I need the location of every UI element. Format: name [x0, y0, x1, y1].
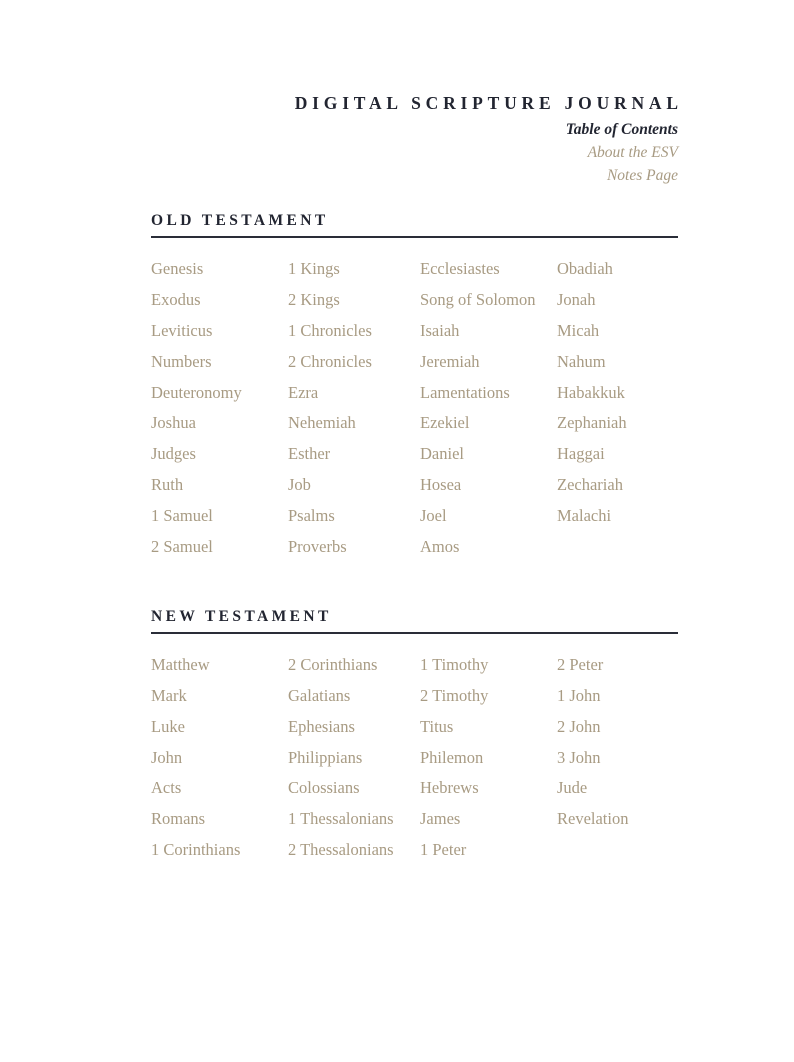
book-link-lamentations[interactable]: Lamentations [420, 382, 510, 402]
book-grid-new-testament [151, 650, 678, 866]
book-column [557, 650, 678, 866]
book-link-philemon[interactable]: Philemon [420, 747, 484, 767]
book-link-ezra[interactable]: Ezra [288, 382, 319, 402]
section-heading-old-testament: OLD TESTAMENT [151, 211, 678, 238]
book-column [288, 254, 420, 563]
book-link-judges[interactable]: Judges [151, 444, 196, 464]
book-link-jeremiah[interactable]: Jeremiah [420, 351, 480, 371]
book-link-proverbs[interactable]: Proverbs [288, 537, 347, 557]
book-link-song-of-solomon[interactable]: Song of Solomon [420, 289, 536, 309]
section-old-testament [151, 211, 678, 563]
book-link-zephaniah[interactable]: Zephaniah [557, 413, 627, 433]
book-link-galatians[interactable]: Galatians [288, 685, 351, 705]
book-link-1-samuel[interactable]: 1 Samuel [151, 506, 213, 526]
book-column [288, 650, 420, 866]
book-link-psalms[interactable]: Psalms [288, 506, 335, 526]
book-link-deuteronomy[interactable]: Deuteronomy [151, 382, 242, 402]
book-link-luke[interactable]: Luke [151, 716, 185, 736]
book-link-joshua[interactable]: Joshua [151, 413, 196, 433]
book-link-ecclesiastes[interactable]: Ecclesiastes [420, 259, 500, 278]
book-link-colossians[interactable]: Colossians [288, 778, 360, 798]
book-link-hebrews[interactable]: Hebrews [420, 778, 479, 798]
nav-link-about-the-esv[interactable]: About the ESV [587, 144, 678, 161]
book-link-micah[interactable]: Micah [557, 320, 600, 340]
book-link-numbers[interactable]: Numbers [151, 351, 212, 371]
book-column [557, 254, 678, 563]
book-link-2-timothy[interactable]: 2 Timothy [420, 685, 489, 705]
book-link-malachi[interactable]: Malachi [557, 506, 612, 526]
book-link-revelation[interactable]: Revelation [557, 809, 629, 829]
header-nav [151, 118, 678, 187]
book-link-ezekiel[interactable]: Ezekiel [420, 413, 470, 433]
book-link-mark[interactable]: Mark [151, 685, 187, 705]
book-link-2-chronicles[interactable]: 2 Chronicles [288, 351, 372, 371]
book-link-2-peter[interactable]: 2 Peter [557, 654, 604, 674]
book-column [151, 254, 288, 563]
book-link-philippians[interactable]: Philippians [288, 747, 363, 767]
book-link-2-corinthians[interactable]: 2 Corinthians [288, 654, 378, 674]
book-link-daniel[interactable]: Daniel [420, 444, 464, 464]
book-link-haggai[interactable]: Haggai [557, 444, 605, 464]
book-link-obadiah[interactable]: Obadiah [557, 259, 613, 278]
book-link-zechariah[interactable]: Zechariah [557, 475, 623, 495]
book-link-titus[interactable]: Titus [420, 716, 454, 736]
book-link-1-kings[interactable]: 1 Kings [288, 259, 340, 278]
book-link-1-thessalonians[interactable]: 1 Thessalonians [288, 809, 394, 829]
section-new-testament [151, 607, 678, 866]
book-link-ephesians[interactable]: Ephesians [288, 716, 355, 736]
book-link-john[interactable]: John [151, 747, 183, 767]
section-heading-new-testament: NEW TESTAMENT [151, 607, 678, 634]
nav-link-table-of-contents[interactable]: Table of Contents [565, 121, 678, 138]
book-link-2-samuel[interactable]: 2 Samuel [151, 537, 213, 557]
book-column [420, 650, 557, 866]
book-link-amos[interactable]: Amos [420, 537, 460, 557]
book-link-isaiah[interactable]: Isaiah [420, 320, 460, 340]
book-link-habakkuk[interactable]: Habakkuk [557, 382, 625, 402]
book-link-nehemiah[interactable]: Nehemiah [288, 413, 356, 433]
toc-page [151, 0, 683, 866]
book-link-romans[interactable]: Romans [151, 809, 206, 829]
book-link-ruth[interactable]: Ruth [151, 475, 184, 495]
book-link-1-timothy[interactable]: 1 Timothy [420, 654, 489, 674]
book-column [151, 650, 288, 866]
book-link-nahum[interactable]: Nahum [557, 351, 606, 371]
book-link-joel[interactable]: Joel [420, 506, 447, 526]
book-link-2-kings[interactable]: 2 Kings [288, 289, 340, 309]
book-link-jude[interactable]: Jude [557, 778, 588, 798]
book-link-job[interactable]: Job [288, 475, 311, 495]
book-link-genesis[interactable]: Genesis [151, 259, 204, 278]
book-link-1-peter[interactable]: 1 Peter [420, 840, 467, 860]
book-link-2-john[interactable]: 2 John [557, 716, 601, 736]
book-link-1-john[interactable]: 1 John [557, 685, 601, 705]
book-link-1-corinthians[interactable]: 1 Corinthians [151, 840, 241, 860]
book-link-1-chronicles[interactable]: 1 Chronicles [288, 320, 372, 340]
book-link-2-thessalonians[interactable]: 2 Thessalonians [288, 840, 394, 860]
masthead [151, 0, 683, 187]
book-column [420, 254, 557, 563]
book-link-jonah[interactable]: Jonah [557, 289, 596, 309]
book-link-matthew[interactable]: Matthew [151, 654, 210, 674]
book-link-leviticus[interactable]: Leviticus [151, 320, 213, 340]
book-link-hosea[interactable]: Hosea [420, 475, 462, 495]
book-link-esther[interactable]: Esther [288, 444, 331, 464]
book-link-james[interactable]: James [420, 809, 461, 829]
nav-link-notes-page[interactable]: Notes Page [606, 167, 678, 184]
book-link-acts[interactable]: Acts [151, 778, 182, 798]
book-grid-old-testament [151, 254, 678, 563]
journal-title: DIGITAL SCRIPTURE JOURNAL [294, 93, 683, 113]
book-link-exodus[interactable]: Exodus [151, 289, 201, 309]
book-link-3-john[interactable]: 3 John [557, 747, 601, 767]
